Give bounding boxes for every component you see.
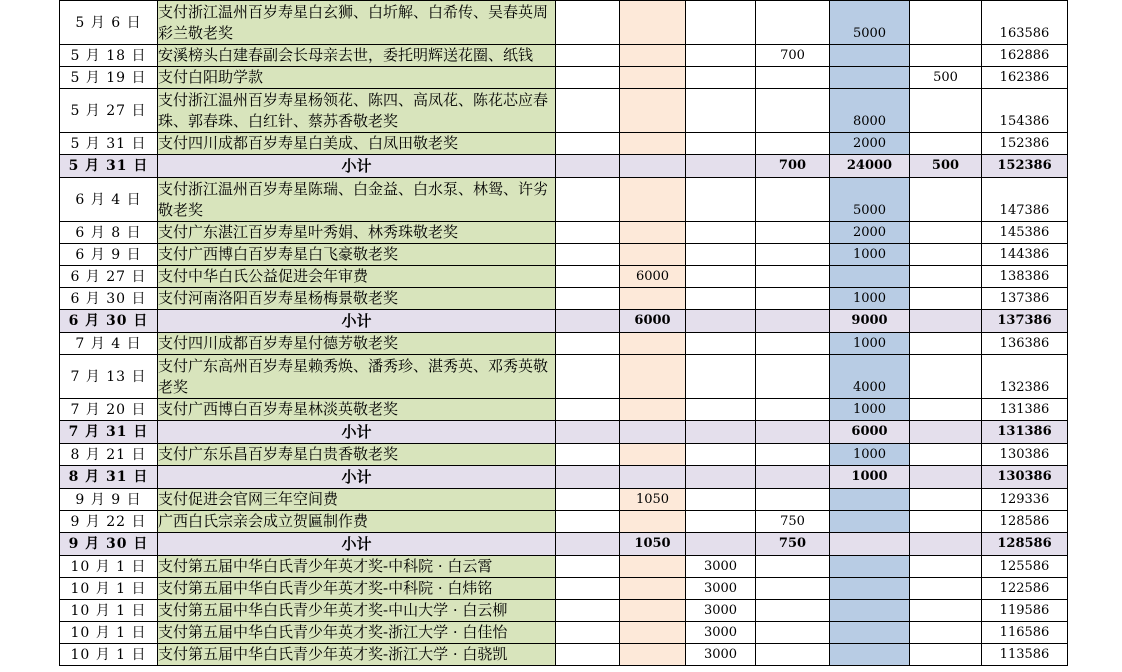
date-cell[interactable]: 10 月 1 日	[60, 644, 158, 666]
date-cell[interactable]: 5 月 27 日	[60, 89, 158, 133]
scholarship-expense-cell[interactable]	[686, 355, 756, 399]
elder-award-expense-cell[interactable]: 5000	[830, 178, 910, 222]
aid-expense-cell[interactable]	[910, 333, 982, 355]
aid-expense-cell[interactable]	[910, 444, 982, 466]
admin-expense-cell[interactable]	[620, 178, 686, 222]
other-expense-cell[interactable]	[756, 556, 830, 578]
table-row	[60, 489, 1068, 511]
balance-cell[interactable]: 131386	[982, 399, 1068, 421]
scholarship-expense-cell[interactable]	[686, 466, 756, 489]
description-cell[interactable]: 支付广东乐昌百岁寿星白贵香敬老奖	[158, 444, 556, 466]
aid-expense-cell[interactable]	[910, 489, 982, 511]
date-cell[interactable]: 10 月 1 日	[60, 578, 158, 600]
aid-expense-cell[interactable]	[910, 421, 982, 444]
date-cell[interactable]: 6 月 30 日	[60, 310, 158, 333]
scholarship-expense-cell[interactable]	[686, 288, 756, 310]
admin-expense-cell[interactable]	[620, 622, 686, 644]
date-cell[interactable]: 9 月 30 日	[60, 533, 158, 556]
description-cell[interactable]: 支付四川成都百岁寿星付德芳敬老奖	[158, 333, 556, 355]
admin-expense-cell[interactable]	[620, 45, 686, 67]
subtotal-row	[60, 466, 1068, 489]
aid-expense-cell[interactable]	[910, 622, 982, 644]
scholarship-expense-cell[interactable]: 3000	[686, 644, 756, 666]
description-cell[interactable]: 小计	[158, 155, 556, 178]
description-cell[interactable]: 小计	[158, 466, 556, 489]
other-expense-cell[interactable]: 700	[756, 155, 830, 178]
description-cell[interactable]: 支付第五届中华白氏青少年英才奖-浙江大学 · 白佳怡	[158, 622, 556, 644]
date-cell[interactable]: 8 月 21 日	[60, 444, 158, 466]
balance-cell[interactable]: 119586	[982, 600, 1068, 622]
empty-cell[interactable]	[556, 644, 620, 666]
balance-cell[interactable]: 137386	[982, 288, 1068, 310]
description-cell[interactable]: 小计	[158, 310, 556, 333]
admin-expense-cell[interactable]	[620, 355, 686, 399]
empty-cell[interactable]	[556, 310, 620, 333]
balance-cell[interactable]: 130386	[982, 444, 1068, 466]
table-row	[60, 67, 1068, 89]
subtotal-row	[60, 421, 1068, 444]
table-row	[60, 1, 1068, 45]
scholarship-expense-cell[interactable]	[686, 89, 756, 133]
balance-cell[interactable]: 113586	[982, 644, 1068, 666]
aid-expense-cell[interactable]: 500	[910, 155, 982, 178]
other-expense-cell[interactable]	[756, 489, 830, 511]
description-cell[interactable]: 支付中华白氏公益促进会年审费	[158, 266, 556, 288]
other-expense-cell[interactable]	[756, 310, 830, 333]
scholarship-expense-cell[interactable]	[686, 489, 756, 511]
scholarship-expense-cell[interactable]	[686, 533, 756, 556]
admin-expense-cell[interactable]: 6000	[620, 266, 686, 288]
aid-expense-cell[interactable]	[910, 89, 982, 133]
date-cell[interactable]: 6 月 9 日	[60, 244, 158, 266]
description-cell[interactable]: 支付广西博白百岁寿星白飞豪敬老奖	[158, 244, 556, 266]
admin-expense-cell[interactable]	[620, 399, 686, 421]
balance-cell[interactable]: 128586	[982, 533, 1068, 556]
table-row	[60, 399, 1068, 421]
date-cell[interactable]: 10 月 1 日	[60, 600, 158, 622]
aid-expense-cell[interactable]	[910, 178, 982, 222]
elder-award-expense-cell[interactable]: 1000	[830, 399, 910, 421]
table-row	[60, 133, 1068, 155]
empty-cell[interactable]	[556, 355, 620, 399]
other-expense-cell[interactable]	[756, 178, 830, 222]
elder-award-expense-cell[interactable]: 6000	[830, 421, 910, 444]
table-row	[60, 556, 1068, 578]
other-expense-cell[interactable]	[756, 222, 830, 244]
empty-cell[interactable]	[556, 399, 620, 421]
empty-cell[interactable]	[556, 45, 620, 67]
empty-cell[interactable]	[556, 89, 620, 133]
table-row	[60, 178, 1068, 222]
empty-cell[interactable]	[556, 244, 620, 266]
description-cell[interactable]: 支付浙江温州百岁寿星白玄狮、白圻解、白希传、吴春英周彩兰敬老奖	[158, 1, 556, 45]
other-expense-cell[interactable]	[756, 266, 830, 288]
elder-award-expense-cell[interactable]: 8000	[830, 89, 910, 133]
description-cell[interactable]: 支付第五届中华白氏青少年英才奖-中科院 · 白云霄	[158, 556, 556, 578]
balance-cell[interactable]: 162386	[982, 67, 1068, 89]
balance-cell[interactable]: 136386	[982, 333, 1068, 355]
other-expense-cell[interactable]	[756, 399, 830, 421]
scholarship-expense-cell[interactable]: 3000	[686, 556, 756, 578]
balance-cell[interactable]: 144386	[982, 244, 1068, 266]
aid-expense-cell[interactable]	[910, 310, 982, 333]
other-expense-cell[interactable]	[756, 622, 830, 644]
other-expense-cell[interactable]: 700	[756, 45, 830, 67]
elder-award-expense-cell[interactable]: 2000	[830, 133, 910, 155]
date-cell[interactable]: 7 月 31 日	[60, 421, 158, 444]
empty-cell[interactable]	[556, 466, 620, 489]
balance-cell[interactable]: 163586	[982, 1, 1068, 45]
elder-award-expense-cell[interactable]	[830, 533, 910, 556]
aid-expense-cell[interactable]	[910, 45, 982, 67]
admin-expense-cell[interactable]	[620, 133, 686, 155]
elder-award-expense-cell[interactable]	[830, 45, 910, 67]
admin-expense-cell[interactable]	[620, 67, 686, 89]
elder-award-expense-cell[interactable]	[830, 644, 910, 666]
table-row	[60, 355, 1068, 399]
other-expense-cell[interactable]	[756, 333, 830, 355]
aid-expense-cell[interactable]	[910, 466, 982, 489]
description-cell[interactable]: 支付河南洛阳百岁寿星杨梅景敬老奖	[158, 288, 556, 310]
date-cell[interactable]: 5 月 31 日	[60, 133, 158, 155]
date-cell[interactable]: 10 月 1 日	[60, 556, 158, 578]
empty-cell[interactable]	[556, 333, 620, 355]
elder-award-expense-cell[interactable]: 9000	[830, 310, 910, 333]
scholarship-expense-cell[interactable]	[686, 222, 756, 244]
admin-expense-cell[interactable]	[620, 244, 686, 266]
aid-expense-cell[interactable]	[910, 222, 982, 244]
balance-cell[interactable]: 162886	[982, 45, 1068, 67]
aid-expense-cell[interactable]	[910, 511, 982, 533]
admin-expense-cell[interactable]	[620, 511, 686, 533]
other-expense-cell[interactable]	[756, 444, 830, 466]
other-expense-cell[interactable]	[756, 288, 830, 310]
other-expense-cell[interactable]	[756, 244, 830, 266]
scholarship-expense-cell[interactable]	[686, 178, 756, 222]
description-cell[interactable]: 支付第五届中华白氏青少年英才奖-浙江大学 · 白骁凯	[158, 644, 556, 666]
aid-expense-cell[interactable]	[910, 244, 982, 266]
scholarship-expense-cell[interactable]: 3000	[686, 622, 756, 644]
ledger-table	[59, 0, 1068, 666]
other-expense-cell[interactable]	[756, 1, 830, 45]
empty-cell[interactable]	[556, 421, 620, 444]
description-cell[interactable]: 小计	[158, 421, 556, 444]
empty-cell[interactable]	[556, 133, 620, 155]
aid-expense-cell[interactable]	[910, 556, 982, 578]
subtotal-row	[60, 310, 1068, 333]
description-cell[interactable]: 支付第五届中华白氏青少年英才奖-中山大学 · 白云柳	[158, 600, 556, 622]
elder-award-expense-cell[interactable]: 1000	[830, 244, 910, 266]
scholarship-expense-cell[interactable]	[686, 511, 756, 533]
date-cell[interactable]: 6 月 8 日	[60, 222, 158, 244]
scholarship-expense-cell[interactable]	[686, 310, 756, 333]
scholarship-expense-cell[interactable]	[686, 244, 756, 266]
table-row	[60, 266, 1068, 288]
table-row	[60, 644, 1068, 666]
balance-cell[interactable]: 128586	[982, 511, 1068, 533]
description-cell[interactable]: 支付四川成都百岁寿星白美成、白凤田敬老奖	[158, 133, 556, 155]
aid-expense-cell[interactable]	[910, 266, 982, 288]
date-cell[interactable]: 6 月 27 日	[60, 266, 158, 288]
aid-expense-cell[interactable]: 500	[910, 67, 982, 89]
date-cell[interactable]: 9 月 9 日	[60, 489, 158, 511]
empty-cell[interactable]	[556, 533, 620, 556]
admin-expense-cell[interactable]	[620, 556, 686, 578]
elder-award-expense-cell[interactable]	[830, 622, 910, 644]
date-cell[interactable]: 5 月 18 日	[60, 45, 158, 67]
admin-expense-cell[interactable]	[620, 600, 686, 622]
aid-expense-cell[interactable]	[910, 644, 982, 666]
other-expense-cell[interactable]	[756, 133, 830, 155]
balance-cell[interactable]: 131386	[982, 421, 1068, 444]
admin-expense-cell[interactable]	[620, 155, 686, 178]
balance-cell[interactable]: 125586	[982, 556, 1068, 578]
empty-cell[interactable]	[556, 444, 620, 466]
admin-expense-cell[interactable]	[620, 89, 686, 133]
empty-cell[interactable]	[556, 222, 620, 244]
empty-cell[interactable]	[556, 178, 620, 222]
elder-award-expense-cell[interactable]: 5000	[830, 1, 910, 45]
admin-expense-cell[interactable]	[620, 444, 686, 466]
date-cell[interactable]: 7 月 20 日	[60, 399, 158, 421]
admin-expense-cell[interactable]	[620, 644, 686, 666]
aid-expense-cell[interactable]	[910, 1, 982, 45]
date-cell[interactable]: 6 月 30 日	[60, 288, 158, 310]
other-expense-cell[interactable]	[756, 421, 830, 444]
description-cell[interactable]: 支付促进会官网三年空间费	[158, 489, 556, 511]
empty-cell[interactable]	[556, 600, 620, 622]
scholarship-expense-cell[interactable]	[686, 67, 756, 89]
subtotal-row	[60, 533, 1068, 556]
elder-award-expense-cell[interactable]: 24000	[830, 155, 910, 178]
admin-expense-cell[interactable]	[620, 421, 686, 444]
other-expense-cell[interactable]	[756, 578, 830, 600]
balance-cell[interactable]: 147386	[982, 178, 1068, 222]
table-row	[60, 578, 1068, 600]
description-cell[interactable]: 支付白阳助学款	[158, 67, 556, 89]
elder-award-expense-cell[interactable]: 1000	[830, 466, 910, 489]
empty-cell[interactable]	[556, 489, 620, 511]
table-row	[60, 222, 1068, 244]
elder-award-expense-cell[interactable]: 1000	[830, 444, 910, 466]
description-cell[interactable]: 支付第五届中华白氏青少年英才奖-中科院 · 白炜铭	[158, 578, 556, 600]
empty-cell[interactable]	[556, 155, 620, 178]
balance-cell[interactable]: 130386	[982, 466, 1068, 489]
table-row	[60, 511, 1068, 533]
scholarship-expense-cell[interactable]	[686, 444, 756, 466]
aid-expense-cell[interactable]	[910, 288, 982, 310]
balance-cell[interactable]: 154386	[982, 89, 1068, 133]
other-expense-cell[interactable]	[756, 466, 830, 489]
table-row	[60, 89, 1068, 133]
aid-expense-cell[interactable]	[910, 133, 982, 155]
balance-cell[interactable]: 137386	[982, 310, 1068, 333]
scholarship-expense-cell[interactable]	[686, 399, 756, 421]
admin-expense-cell[interactable]: 1050	[620, 489, 686, 511]
date-cell[interactable]: 5 月 6 日	[60, 1, 158, 45]
admin-expense-cell[interactable]: 6000	[620, 310, 686, 333]
elder-award-expense-cell[interactable]: 2000	[830, 222, 910, 244]
empty-cell[interactable]	[556, 511, 620, 533]
date-cell[interactable]: 7 月 4 日	[60, 333, 158, 355]
elder-award-expense-cell[interactable]	[830, 556, 910, 578]
table-row	[60, 444, 1068, 466]
balance-cell[interactable]: 152386	[982, 155, 1068, 178]
table-row	[60, 288, 1068, 310]
description-cell[interactable]: 支付浙江温州百岁寿星杨领花、陈四、高凤花、陈花芯应春珠、郭春珠、白红针、蔡苏香敬老奖	[158, 89, 556, 133]
table-row	[60, 622, 1068, 644]
balance-cell[interactable]: 122586	[982, 578, 1068, 600]
subtotal-row	[60, 155, 1068, 178]
balance-cell[interactable]: 116586	[982, 622, 1068, 644]
balance-cell[interactable]: 138386	[982, 266, 1068, 288]
balance-cell[interactable]: 152386	[982, 133, 1068, 155]
date-cell[interactable]: 10 月 1 日	[60, 622, 158, 644]
other-expense-cell[interactable]	[756, 644, 830, 666]
other-expense-cell[interactable]	[756, 67, 830, 89]
elder-award-expense-cell[interactable]	[830, 67, 910, 89]
description-cell[interactable]: 广西白氏宗亲会成立贺匾制作费	[158, 511, 556, 533]
other-expense-cell[interactable]	[756, 600, 830, 622]
admin-expense-cell[interactable]: 1050	[620, 533, 686, 556]
aid-expense-cell[interactable]	[910, 600, 982, 622]
admin-expense-cell[interactable]	[620, 333, 686, 355]
other-expense-cell[interactable]: 750	[756, 533, 830, 556]
elder-award-expense-cell[interactable]	[830, 266, 910, 288]
elder-award-expense-cell[interactable]: 1000	[830, 333, 910, 355]
empty-cell[interactable]	[556, 67, 620, 89]
balance-cell[interactable]: 145386	[982, 222, 1068, 244]
elder-award-expense-cell[interactable]: 4000	[830, 355, 910, 399]
elder-award-expense-cell[interactable]	[830, 600, 910, 622]
aid-expense-cell[interactable]	[910, 578, 982, 600]
empty-cell[interactable]	[556, 622, 620, 644]
description-cell[interactable]: 支付浙江温州百岁寿星陈瑞、白金益、白水泵、林鸳、许劣敬老奖	[158, 178, 556, 222]
elder-award-expense-cell[interactable]	[830, 578, 910, 600]
scholarship-expense-cell[interactable]	[686, 1, 756, 45]
scholarship-expense-cell[interactable]	[686, 266, 756, 288]
table-row	[60, 600, 1068, 622]
aid-expense-cell[interactable]	[910, 533, 982, 556]
scholarship-expense-cell[interactable]	[686, 133, 756, 155]
table-row	[60, 45, 1068, 67]
scholarship-expense-cell[interactable]	[686, 45, 756, 67]
scholarship-expense-cell[interactable]: 3000	[686, 600, 756, 622]
empty-cell[interactable]	[556, 578, 620, 600]
description-cell[interactable]: 支付广东湛江百岁寿星叶秀娟、林秀珠敬老奖	[158, 222, 556, 244]
scholarship-expense-cell[interactable]	[686, 333, 756, 355]
date-cell[interactable]: 5 月 19 日	[60, 67, 158, 89]
empty-cell[interactable]	[556, 556, 620, 578]
admin-expense-cell[interactable]	[620, 578, 686, 600]
date-cell[interactable]: 5 月 31 日	[60, 155, 158, 178]
other-expense-cell[interactable]	[756, 355, 830, 399]
scholarship-expense-cell[interactable]: 3000	[686, 578, 756, 600]
empty-cell[interactable]	[556, 1, 620, 45]
table-row	[60, 333, 1068, 355]
aid-expense-cell[interactable]	[910, 399, 982, 421]
aid-expense-cell[interactable]	[910, 355, 982, 399]
balance-cell[interactable]: 129336	[982, 489, 1068, 511]
date-cell[interactable]: 7 月 13 日	[60, 355, 158, 399]
description-cell[interactable]: 支付广西博白百岁寿星林淡英敬老奖	[158, 399, 556, 421]
description-cell[interactable]: 安溪榜头白建春副会长母亲去世，委托明辉送花圈、纸钱	[158, 45, 556, 67]
other-expense-cell[interactable]: 750	[756, 511, 830, 533]
ledger-rows	[60, 1, 1068, 666]
scholarship-expense-cell[interactable]	[686, 155, 756, 178]
empty-cell[interactable]	[556, 288, 620, 310]
other-expense-cell[interactable]	[756, 89, 830, 133]
scholarship-expense-cell[interactable]	[686, 421, 756, 444]
admin-expense-cell[interactable]	[620, 466, 686, 489]
elder-award-expense-cell[interactable]	[830, 489, 910, 511]
description-cell[interactable]: 小计	[158, 533, 556, 556]
balance-cell[interactable]: 132386	[982, 355, 1068, 399]
admin-expense-cell[interactable]	[620, 1, 686, 45]
elder-award-expense-cell[interactable]: 1000	[830, 288, 910, 310]
date-cell[interactable]: 9 月 22 日	[60, 511, 158, 533]
admin-expense-cell[interactable]	[620, 288, 686, 310]
table-row	[60, 244, 1068, 266]
empty-cell[interactable]	[556, 266, 620, 288]
elder-award-expense-cell[interactable]	[830, 511, 910, 533]
date-cell[interactable]: 6 月 4 日	[60, 178, 158, 222]
description-cell[interactable]: 支付广东高州百岁寿星赖秀焕、潘秀珍、湛秀英、邓秀英敬老奖	[158, 355, 556, 399]
date-cell[interactable]: 8 月 31 日	[60, 466, 158, 489]
admin-expense-cell[interactable]	[620, 222, 686, 244]
